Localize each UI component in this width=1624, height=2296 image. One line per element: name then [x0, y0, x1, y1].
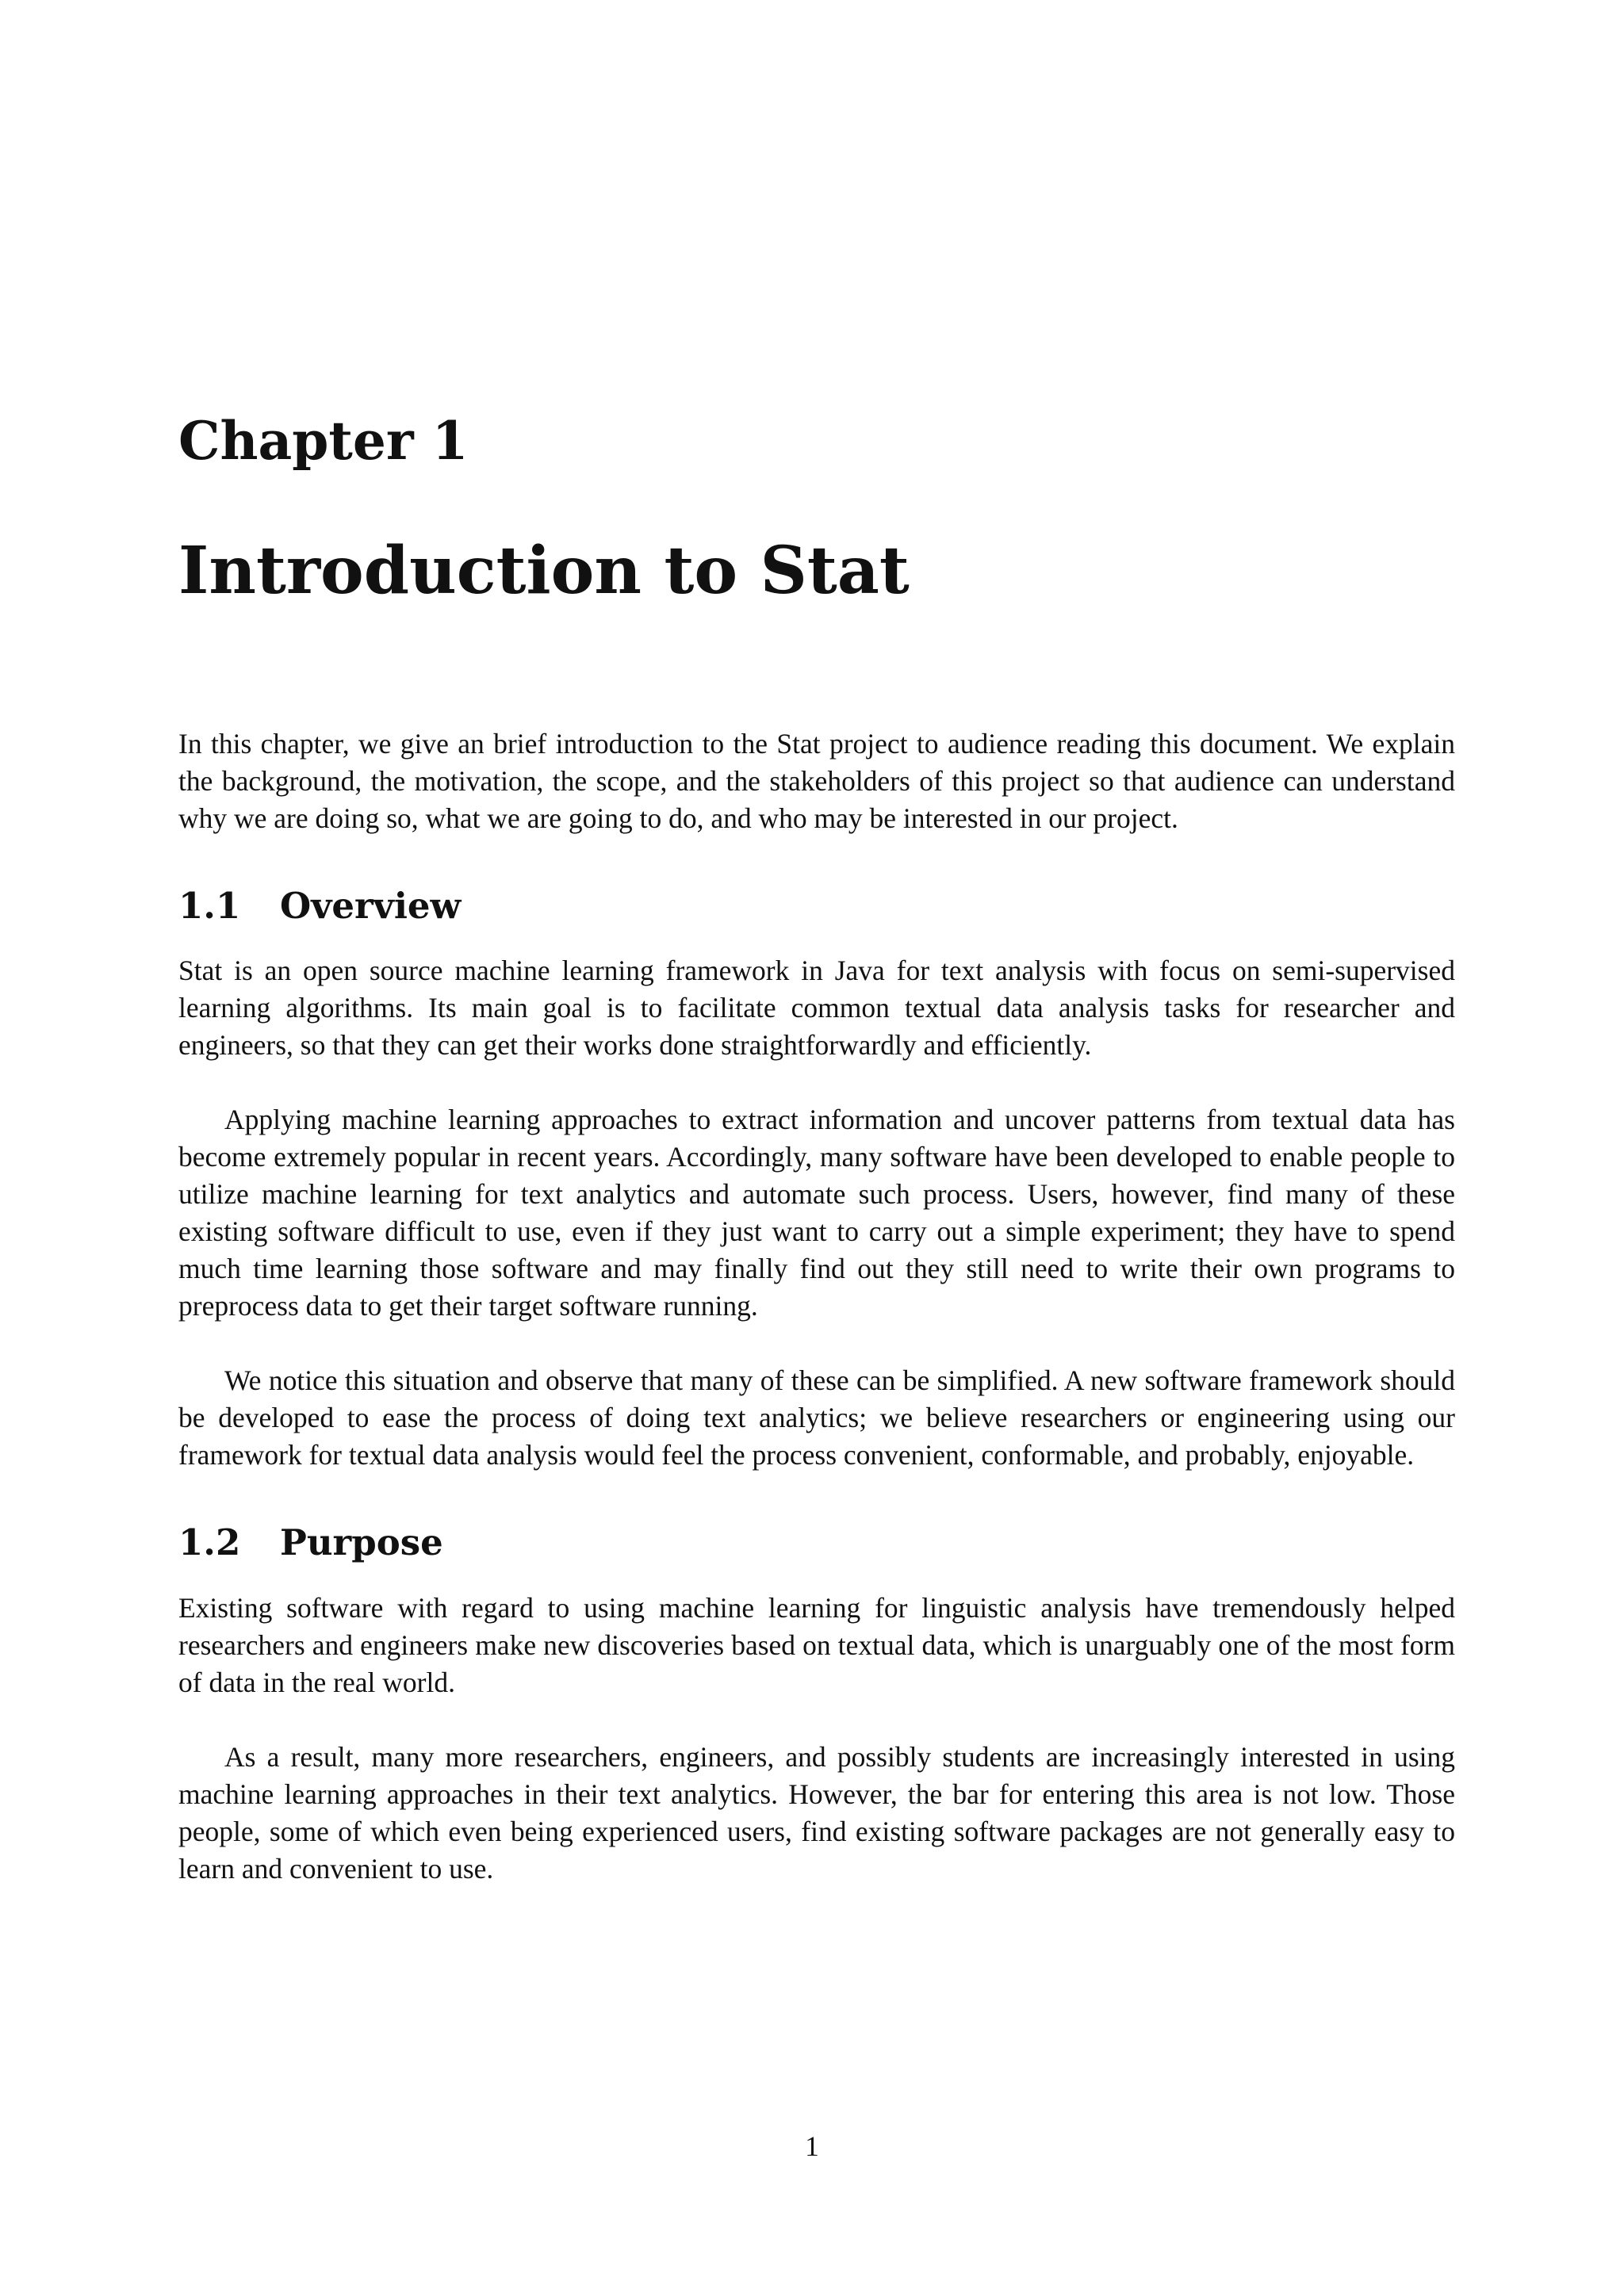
chapter-title: Introduction to Stat — [178, 532, 910, 609]
paragraph: Applying machine learning approaches to extract information and uncover patterns from textual data has become extremely popular in recent years. Accordingly, many software have been developed to enable people to utilize machine learning for text analytics and automate such process. Users, however, find many of these existing software difficult to use, even if they just want to carry out a simple experiment; they have to spend much time learning those software and may finally find out they still need to write their own programs to preprocess data to get their target software running. — [178, 1104, 1455, 1322]
section-number: 1.1 — [178, 884, 241, 927]
section-number: 1.2 — [178, 1521, 241, 1564]
section-heading-overview — [178, 886, 1455, 926]
chapter-label: Chapter 1 — [178, 410, 469, 472]
page-number: 1 — [805, 2130, 819, 2162]
page-content — [178, 412, 1455, 1888]
intro-paragraph: In this chapter, we give an brief introduction to the Stat project to audience reading this document. We explain the background, the motivation, the scope, and the stakeholders of this project so that audience can understand why we are doing so, what we are going to do, and who may be interested in our project. — [178, 727, 1455, 834]
section-heading-purpose — [178, 1523, 1455, 1563]
paragraph: Stat is an open source machine learning framework in Java for text analysis with focus on semi-supervised learning algorithms. Its main goal is to facilitate common textual data analysis tasks for researcher and engineers, so that they can get their works done straightforwardly and efficiently. — [178, 955, 1455, 1062]
paragraph: As a result, many more researchers, engineers, and possibly students are increasingly interested in using machine learning approaches in their text analytics. However, the bar for entering this area is not low. Those people, some of which even being experienced users, find existing software packages are not generally easy to learn and convenient to use. — [178, 1740, 1455, 1885]
section-title: Purpose — [280, 1521, 443, 1564]
paragraph: Existing software with regard to using machine learning for linguistic analysis have tremendously helped researchers and engineers make new discoveries based on textual data, which is unarguably one of the most form of data in the real world. — [178, 1591, 1455, 1698]
paragraph: We notice this situation and observe that many of these can be simplified. A new software framework should be developed to ease the process of doing text analytics; we believe researchers or engineering using our framework for textual data analysis would feel the process convenient, conformable, and probably, enjoyable. — [178, 1364, 1455, 1471]
section-title: Overview — [280, 884, 462, 927]
